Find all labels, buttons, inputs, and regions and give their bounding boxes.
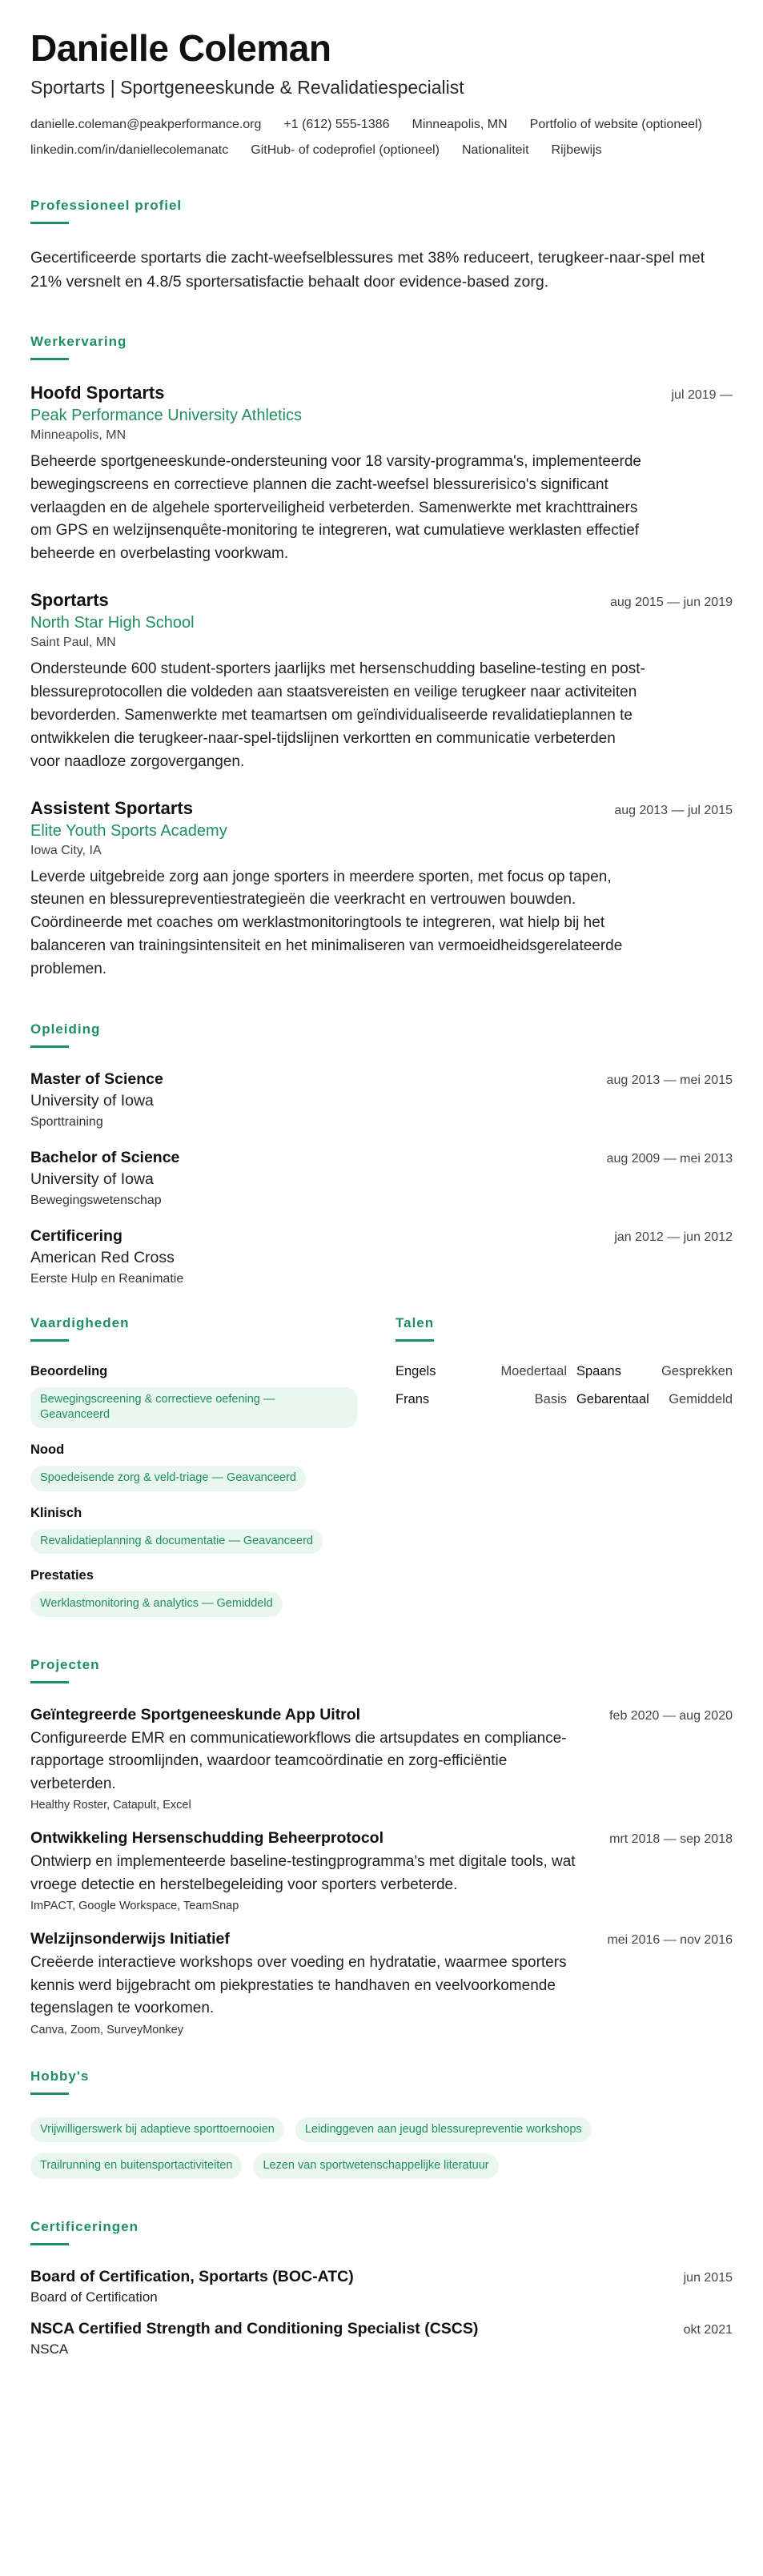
hobbies-section [30,2068,733,2179]
project-date: feb 2020 — aug 2020 [609,1708,733,1723]
contact-info [30,118,735,158]
education-field: Eerste Hulp en Reanimatie [30,1271,184,1286]
certification-issuer: Board of Certification [30,2289,158,2305]
section-divider [30,1339,69,1342]
candidate-name: Danielle Coleman [30,27,331,69]
job-entry [30,590,733,773]
summary-section [30,198,733,294]
project-description: Ontwierp en implementeerde baseline-testingprogramma's met digitale tools, wat vroege detectie en herstelbegeleiding voor sporters verbeterde. [30,1853,576,1893]
contact-license: Rijbewijs [551,143,602,158]
section-divider [30,1045,69,1048]
education-school: University of Iowa [30,1170,154,1188]
candidate-headline: Sportarts | Sportgeneeskunde & Revalidatiespecialist [30,77,464,98]
section-title: Vaardigheden [30,1314,130,1330]
skill-category: Beoordeling [30,1363,108,1378]
education-degree: Master of Science [30,1069,163,1088]
skill-category: Nood [30,1442,65,1458]
language-name: Engels [396,1363,436,1378]
contact-linkedin[interactable]: linkedin.com/in/daniellecolemanatc [30,143,229,158]
certification-title: NSCA Certified Strength and Conditioning Specialist (CSCS) [30,2319,479,2337]
language-name: Frans [396,1391,430,1406]
section-title: Talen [396,1314,435,1330]
job-date: jul 2019 — [671,387,733,402]
contact-location: Minneapolis, MN [412,118,508,132]
skill-category: Klinisch [30,1505,82,1520]
skills-section [30,1315,367,1617]
section-divider [30,1681,69,1683]
job-company: Elite Youth Sports Academy [30,821,227,840]
job-location: Saint Paul, MN [30,636,116,650]
job-title: Hoofd Sportarts [30,382,165,403]
language-level: Moedertaal [500,1363,567,1378]
section-divider [30,358,69,360]
job-entry [30,383,733,566]
education-degree: Bachelor of Science [30,1148,180,1166]
job-title: Assistent Sportarts [30,797,193,818]
contact-email[interactable]: danielle.coleman@peakperformance.org [30,118,262,132]
contact-nationality: Nationaliteit [461,143,529,158]
certification-title: Board of Certification, Sportarts (BOC-ATC) [30,2267,354,2285]
project-description: Creëerde interactieve workshops over voeding en hydratatie, waarmee sporters kennis werd bijgebracht om piekprestaties te handhaven en veelvoorkomende tegenslagen te voorkomen. [30,1954,567,2017]
certification-date: okt 2021 [683,2322,733,2337]
education-field: Bewegingswetenschap [30,1193,162,1207]
section-divider [30,2092,69,2095]
job-location: Iowa City, IA [30,843,102,857]
hobby-badge: Trailrunning en buitensportactiviteiten [30,2153,242,2179]
language-row [396,1392,733,1407]
certification-entry [30,2268,733,2305]
project-date: mei 2016 — nov 2016 [607,1933,733,1948]
education-section [30,1021,733,1286]
certifications-section [30,2219,733,2357]
job-title: Sportarts [30,590,109,611]
language-level: Gemiddeld [669,1391,733,1406]
job-date: aug 2013 — jul 2015 [614,803,733,817]
project-entry [30,1829,733,1912]
skill-badge: Werklastmonitoring & analytics — Gemiddeld [30,1591,283,1617]
education-entry [30,1227,733,1286]
education-school: University of Iowa [30,1091,154,1109]
job-description: Beheerde sportgeneeskunde-ondersteuning voor 18 varsity-programma's, implementeerde bewegingscreens en correctieve plannen die zacht-weefsel blessurerisico's significant verlaagden en de algehele sporterveiligheid verbeterden. Samenwerkte met krachttrainers om GPS en welzijnsenquête-monitoring te integreren, wat cumulatieve werklasten effectief beheerde en overbelasting voorkwam. [30,452,641,563]
skill-badge: Revalidatieplanning & documentatie — Geavanceerd [30,1529,323,1555]
project-title: Welzijnsonderwijs Initiatief [30,1930,230,1948]
language-level: Gesprekken [661,1363,733,1378]
section-title: Certificeringen [30,2218,139,2234]
job-company: North Star High School [30,614,195,632]
education-date: jan 2012 — jun 2012 [614,1230,733,1244]
education-entry [30,1149,733,1208]
skill-category: Prestaties [30,1568,94,1583]
projects-section [30,1657,733,2036]
project-entry [30,1930,733,2036]
job-date: aug 2015 — jun 2019 [609,596,733,610]
skills-languages-row [30,1315,733,1617]
project-entry [30,1706,733,1812]
job-company: Peak Performance University Athletics [30,406,303,424]
education-field: Sporttraining [30,1114,103,1129]
project-title: Ontwikkeling Hersenschudding Beheerprotocol [30,1829,384,1848]
hobby-badge: Vrijwilligerswerk bij adaptieve sporttoernooien [30,2117,284,2143]
hobby-list [30,2117,687,2179]
project-description: Configureerde EMR en communicatieworkflows die artsupdates en compliance-rapportage stroomlijnden, waardoor teamcoördinatie en zorg-efficiëntie verbeterden. [30,1729,567,1792]
education-date: aug 2009 — mei 2013 [606,1151,733,1166]
language-level: Basis [534,1391,567,1406]
section-title: Professioneel profiel [30,198,183,214]
section-divider [396,1339,434,1342]
section-title: Werkervaring [30,333,127,349]
certification-issuer: NSCA [30,2341,69,2357]
skill-badge: Bewegingscreening & correctieve oefening — Geavanceerd [30,1387,357,1428]
hobby-badge: Lezen van sportwetenschappelijke literatuur [253,2153,498,2179]
languages-section [396,1315,733,1617]
job-description: Leverde uitgebreide zorg aan jonge sporters in meerdere sporten, met focus op tapen, steunen en blessurepreventiestrategieën die veerkracht en vertrouwen bouwden. Coördineerde met coaches om werklastmonitoringtools te integreren, wat hielp bij het balanceren van trainingsintensiteit en het minimaliseren van vermoeidheidsgerelateerde problemen. [30,868,623,978]
project-tech: Canva, Zoom, SurveyMonkey [30,2023,183,2036]
skill-badge: Spoedeisende zorg & veld-triage — Geavanceerd [30,1466,306,1491]
job-description: Ondersteunde 600 student-sporters jaarlijks met hersenschudding baseline-testing en post-blessureprotocollen die voldeden aan staatsvereisten en veilige terugkeer naar activiteiten bevorderden. Samenwerkte met teamartsen om geïndividualiseerde revalidatieplannen te ontwikkelen die terugkeer-naar-spel-tijdslijnen verkortten en communicatie verbeterden voor naadloze zorgovergangen. [30,660,645,770]
job-entry [30,798,733,981]
resume-header [30,29,733,158]
project-title: Geïntegreerde Sportgeneeskunde App Uitrol [30,1705,361,1723]
education-school: American Red Cross [30,1248,175,1266]
language-name: Gebarentaal [576,1391,649,1406]
experience-section [30,334,733,981]
section-divider [30,222,69,224]
language-name: Spaans [576,1363,621,1378]
section-title: Hobby's [30,2068,90,2084]
language-row [396,1364,733,1379]
education-date: aug 2013 — mei 2015 [606,1073,733,1087]
contact-phone[interactable]: +1 (612) 555-1386 [283,118,390,132]
project-tech: Healthy Roster, Catapult, Excel [30,1799,191,1812]
certification-entry [30,2320,733,2357]
project-tech: ImPACT, Google Workspace, TeamSnap [30,1900,239,1913]
hobby-badge: Leidinggeven aan jeugd blessurepreventie workshops [295,2117,592,2143]
project-date: mrt 2018 — sep 2018 [609,1832,733,1847]
certification-date: jun 2015 [683,2270,733,2285]
contact-portfolio[interactable]: Portfolio of website (optioneel) [529,118,702,132]
education-entry [30,1070,733,1130]
education-degree: Certificering [30,1226,122,1245]
section-divider [30,2243,69,2245]
section-title: Projecten [30,1656,100,1672]
section-title: Opleiding [30,1021,101,1037]
job-location: Minneapolis, MN [30,427,126,442]
contact-github[interactable]: GitHub- of codeprofiel (optioneel) [251,143,440,158]
summary-text: Gecertificeerde sportarts die zacht-weefselblessures met 38% reduceert, terugkeer-naar-spel met 21% versnelt en 4.8/5 sportersatisfactie behaalt door evidence-based zorg. [30,249,705,291]
